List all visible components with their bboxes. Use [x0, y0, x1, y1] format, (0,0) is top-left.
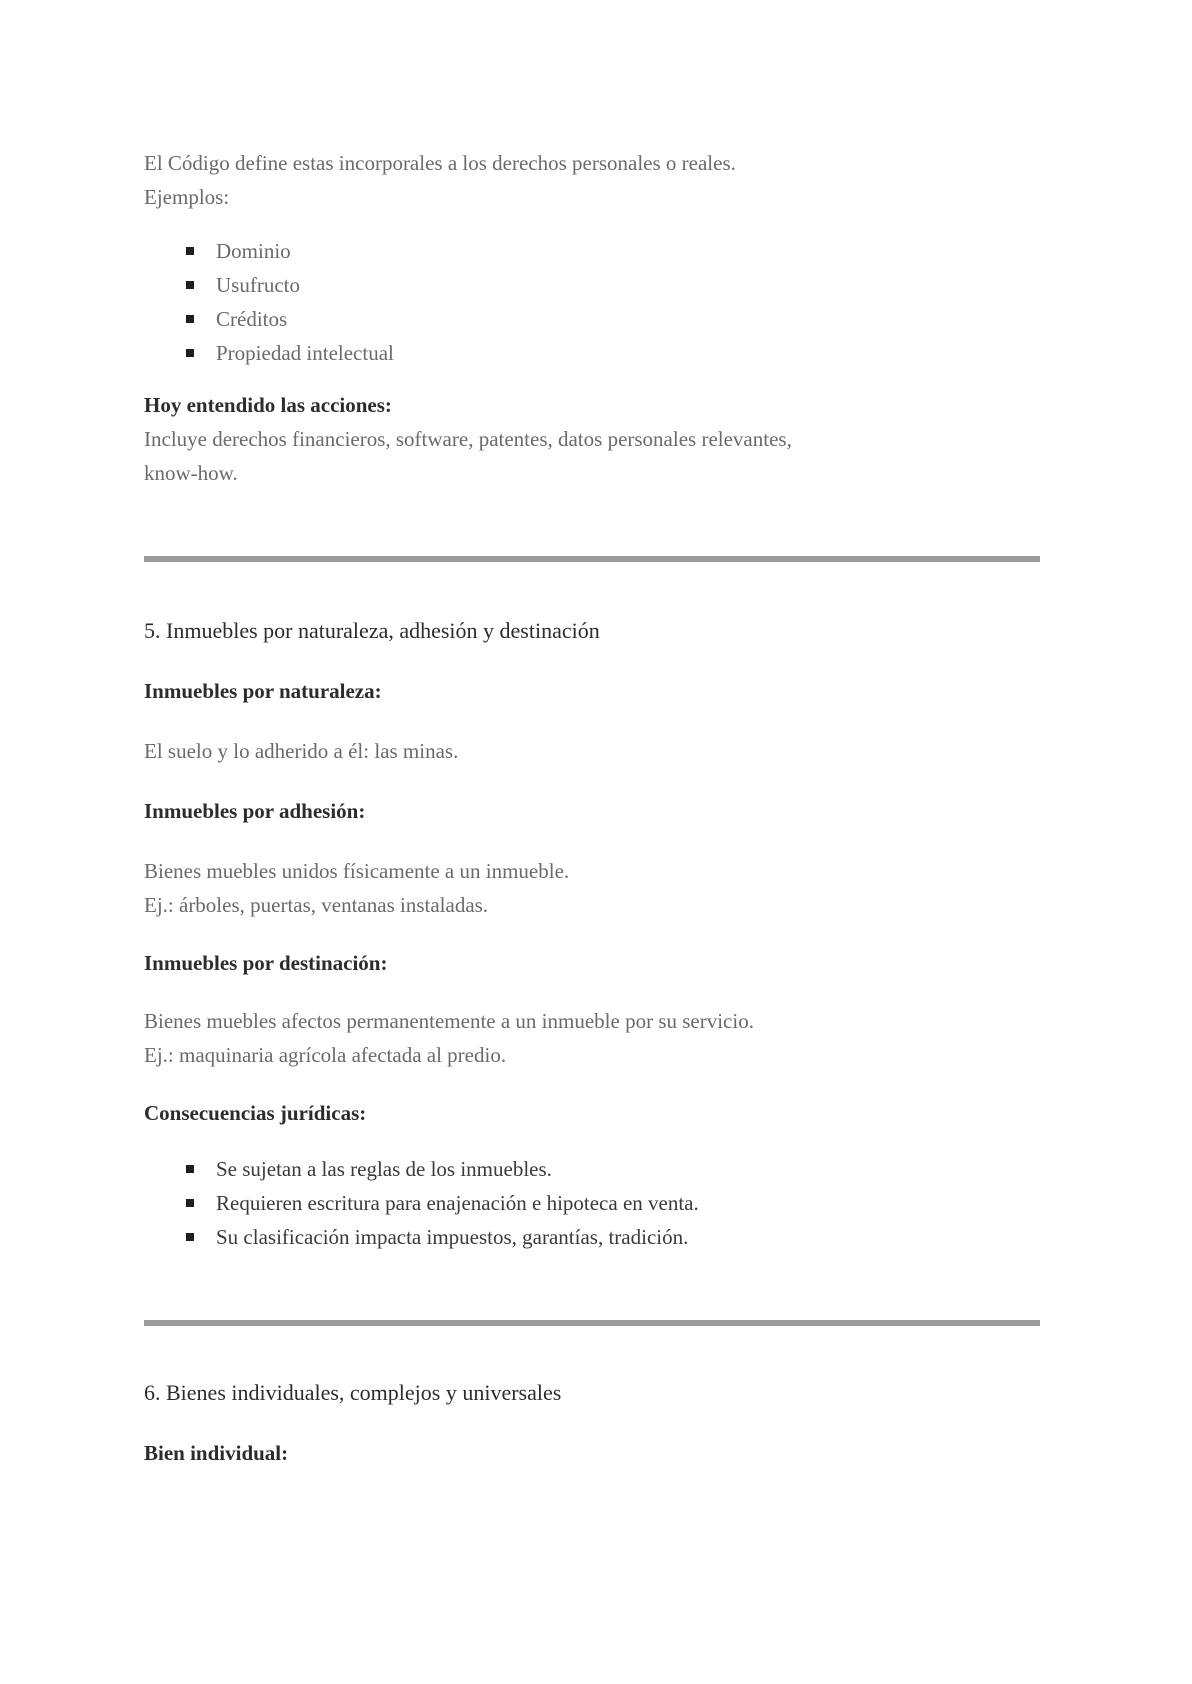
bullet-icon: [186, 1165, 194, 1173]
section-6-title: 6. Bienes individuales, complejos y universales: [144, 1380, 562, 1405]
bullet-icon: [186, 315, 194, 323]
consequences-heading: Consecuencias jurídicas:: [144, 1101, 367, 1125]
section-5-sub1-heading: Inmuebles por naturaleza:: [144, 679, 382, 703]
section-5-sub1-line-1: El suelo y lo adherido a él: las minas.: [144, 739, 459, 763]
intro-line-1: El Código define estas incorporales a los derechos personales o reales.: [144, 151, 736, 175]
section-5-sub3-line-2: Ej.: maquinaria agrícola afectada al predio.: [144, 1043, 507, 1067]
section-divider: [144, 556, 1040, 562]
list-item: Propiedad intelectual: [144, 336, 1044, 370]
list-item: Créditos: [144, 302, 1044, 336]
section-5-sub2-line-2: Ej.: árboles, puertas, ventanas instaladas.: [144, 893, 489, 917]
block2-text-line-1: Incluye derechos financieros, software, patentes, datos personales relevantes,: [144, 427, 792, 451]
block2-text-line-2: know-how.: [144, 461, 238, 485]
list-item: Requieren escritura para enajenación e hipoteca en venta.: [144, 1186, 1044, 1220]
consequences-list: [144, 1152, 1044, 1254]
section-5-sub3-heading: Inmuebles por destinación:: [144, 951, 388, 975]
bullet-icon: [186, 349, 194, 357]
bullet-icon: [186, 1199, 194, 1207]
section-5-sub2-line-1: Bienes muebles unidos físicamente a un inmueble.: [144, 859, 570, 883]
section-5-sub3-line-1: Bienes muebles afectos permanentemente a un inmueble por su servicio.: [144, 1009, 754, 1033]
list-item: Su clasificación impacta impuestos, garantías, tradición.: [144, 1220, 1044, 1254]
bullet-icon: [186, 247, 194, 255]
section-6-sub1-heading: Bien individual:: [144, 1441, 289, 1465]
bullet-icon: [186, 281, 194, 289]
list-item: Se sujetan a las reglas de los inmuebles.: [144, 1152, 1044, 1186]
bullet-icon: [186, 1233, 194, 1241]
list-item: Dominio: [144, 234, 1044, 268]
intro-line-2: Ejemplos:: [144, 185, 230, 209]
section-5-sub2-heading: Inmuebles por adhesión:: [144, 799, 366, 823]
document-content: [144, 146, 1044, 1470]
section-divider: [144, 1320, 1040, 1326]
list-item: Usufructo: [144, 268, 1044, 302]
section-5-title: 5. Inmuebles por naturaleza, adhesión y destinación: [144, 618, 600, 643]
block2-heading: Hoy entendido las acciones:: [144, 393, 392, 417]
examples-list: [144, 234, 1044, 370]
